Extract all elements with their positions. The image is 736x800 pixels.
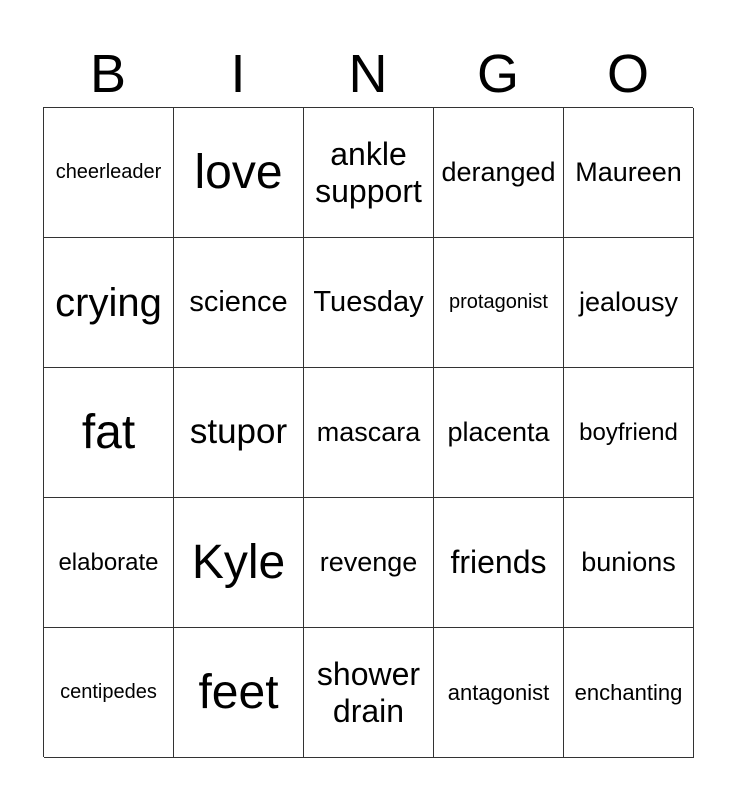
- bingo-cell-r5-c1[interactable]: [44, 628, 174, 758]
- cell-text: protagonist: [449, 291, 548, 313]
- cell-text: Kyle: [191, 535, 286, 589]
- bingo-cell-r5-c3[interactable]: [304, 628, 434, 758]
- bingo-cell-r2-c5[interactable]: [564, 238, 694, 368]
- header-letter-i: I: [230, 44, 246, 104]
- cell-text: boyfriend: [579, 418, 678, 446]
- bingo-cell-r2-c1[interactable]: [44, 238, 174, 368]
- bingo-cell-r2-c4[interactable]: [434, 238, 564, 368]
- cell-text: love: [194, 145, 283, 199]
- cell-text: crying: [55, 280, 162, 325]
- bingo-cell-r3-c2[interactable]: [174, 368, 304, 498]
- cell-text: centipedes: [60, 681, 157, 703]
- bingo-cell-r4-c1[interactable]: [44, 498, 174, 628]
- cell-text: ankle support: [315, 135, 422, 209]
- cell-text: elaborate: [58, 548, 159, 576]
- header-letter-n: N: [348, 44, 388, 104]
- cell-text: bunions: [581, 546, 676, 577]
- cell-text: antagonist: [447, 679, 550, 705]
- bingo-cell-r3-c3[interactable]: [304, 368, 434, 498]
- bingo-cell-r1-c4[interactable]: [434, 108, 564, 238]
- bingo-cell-r3-c1[interactable]: [44, 368, 174, 498]
- cell-text: feet: [198, 665, 279, 719]
- cell-text: cheerleader: [55, 161, 162, 183]
- bingo-cell-r3-c4[interactable]: [434, 368, 564, 498]
- bingo-cell-r2-c2[interactable]: [174, 238, 304, 368]
- header-letter-o: O: [606, 44, 649, 104]
- bingo-cell-r5-c4[interactable]: [434, 628, 564, 758]
- bingo-cell-r3-c5[interactable]: [564, 368, 694, 498]
- bingo-cell-r4-c3[interactable]: [304, 498, 434, 628]
- bingo-cell-r4-c2[interactable]: [174, 498, 304, 628]
- cell-text: revenge: [319, 546, 418, 577]
- cell-text: fat: [81, 405, 136, 459]
- bingo-board: [43, 107, 693, 757]
- cell-text: friends: [450, 544, 547, 581]
- bingo-cell-r4-c4[interactable]: [434, 498, 564, 628]
- bingo-cell-r1-c1[interactable]: [44, 108, 174, 238]
- header-letter-b: B: [89, 44, 127, 104]
- cell-text: deranged: [441, 156, 556, 187]
- header-letter-g: G: [476, 44, 519, 104]
- cell-text: stupor: [189, 412, 288, 452]
- cell-text: placenta: [447, 416, 550, 447]
- cell-text: science: [189, 285, 288, 318]
- cell-text: Maureen: [575, 156, 682, 187]
- bingo-cell-r5-c5[interactable]: [564, 628, 694, 758]
- bingo-header: [43, 40, 693, 108]
- cell-text: mascara: [316, 416, 421, 447]
- bingo-cell-r1-c3[interactable]: [304, 108, 434, 238]
- bingo-cell-r2-c3[interactable]: [304, 238, 434, 368]
- bingo-cell-r5-c2[interactable]: [174, 628, 304, 758]
- cell-text: enchanting: [574, 679, 683, 705]
- bingo-cell-r1-c2[interactable]: [174, 108, 304, 238]
- cell-text: jealousy: [578, 286, 679, 317]
- bingo-cell-r1-c5[interactable]: [564, 108, 694, 238]
- cell-text: shower drain: [316, 655, 421, 729]
- cell-text: Tuesday: [313, 285, 424, 318]
- bingo-cell-r4-c5[interactable]: [564, 498, 694, 628]
